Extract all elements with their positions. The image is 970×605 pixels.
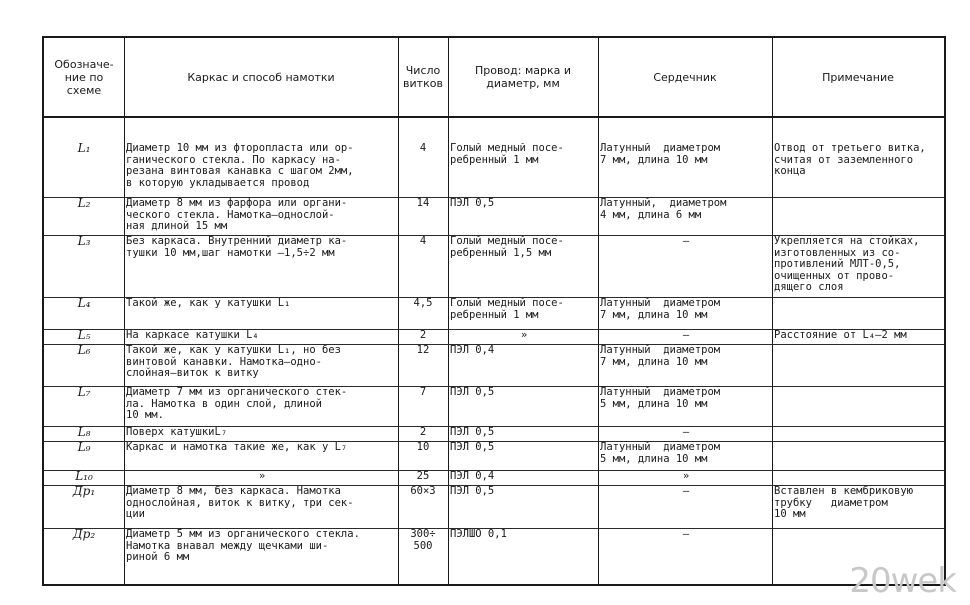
row-divider bbox=[44, 470, 944, 471]
cell-wire: » bbox=[520, 330, 528, 341]
cell-turns: 7 bbox=[419, 387, 427, 398]
coil-data-table bbox=[42, 36, 946, 586]
cell-wire: Голый медный посе- ребренный 1,5 мм bbox=[450, 236, 564, 259]
cell-note bbox=[774, 442, 944, 469]
cell-note bbox=[774, 198, 944, 234]
cell-wire: ПЭЛ 0,5 bbox=[450, 387, 495, 398]
column-divider bbox=[448, 38, 449, 584]
header-turns bbox=[398, 38, 448, 118]
row-divider bbox=[44, 485, 944, 486]
header-wire-label: Провод: марка и диаметр, мм bbox=[474, 64, 572, 90]
cell-frame: Диаметр 10 мм из фторопласта или ор- ганического стекла. По каркасу на- резана винтовая канавка с шагом 2мм, в которую укладывается провод bbox=[126, 143, 354, 189]
cell-core: Латунный диаметром 7 мм, длина 10 мм bbox=[600, 298, 721, 321]
header-core-label: Сердечник bbox=[653, 70, 717, 84]
cell-turns: 4 bbox=[419, 143, 427, 154]
cell-turns: 2 bbox=[419, 427, 427, 438]
cell-core: Латунный диаметром 5 мм, длина 10 мм bbox=[600, 442, 721, 465]
cell-turns: 2 bbox=[419, 330, 427, 341]
cell-core: — bbox=[682, 529, 690, 540]
cell-frame: На каркасе катушки L₄ bbox=[126, 330, 259, 341]
row-divider bbox=[44, 344, 944, 345]
cell-note bbox=[774, 471, 944, 484]
cell-des: L₉ bbox=[77, 442, 91, 454]
cell-frame: Каркас и намотка такие же, как у L₇ bbox=[126, 442, 348, 453]
header-wire bbox=[448, 38, 598, 118]
header-frame-label: Каркас и способ намотки bbox=[187, 70, 335, 84]
cell-des: L₁₀ bbox=[75, 471, 93, 483]
cell-wire: ПЭЛ 0,4 bbox=[450, 471, 495, 482]
column-divider bbox=[398, 38, 399, 584]
cell-turns: 4,5 bbox=[413, 298, 433, 309]
cell-des: L₆ bbox=[77, 345, 91, 357]
cell-note: Укрепляется на стойках, изготовленных из со- противлений МЛТ-0,5, очищенных от прово- дящего слоя bbox=[774, 236, 920, 293]
row-divider bbox=[44, 528, 944, 529]
cell-note bbox=[774, 345, 944, 385]
cell-wire: ПЭЛ 0,4 bbox=[450, 345, 495, 356]
cell-turns: 60×3 bbox=[410, 486, 436, 497]
cell-frame: Такой же, как у катушки L₁ bbox=[126, 298, 291, 309]
cell-wire: Голый медный посе- ребренный 1 мм bbox=[450, 298, 564, 321]
row-divider bbox=[44, 197, 944, 198]
cell-des: L₄ bbox=[77, 298, 91, 310]
cell-note: Расстояние от L₄—2 мм bbox=[774, 330, 907, 341]
column-divider bbox=[772, 38, 773, 584]
watermark: 20wek bbox=[849, 561, 956, 601]
cell-des: L₇ bbox=[77, 387, 91, 399]
header-note bbox=[772, 38, 944, 118]
cell-core: — bbox=[682, 427, 690, 438]
cell-core: — bbox=[682, 236, 690, 247]
cell-frame: Диаметр 8 мм, без каркаса. Намотка однослойная, виток к витку, три сек- ции bbox=[126, 486, 354, 520]
cell-wire: ПЭЛ 0,5 bbox=[450, 486, 495, 497]
row-divider bbox=[44, 426, 944, 427]
cell-frame: Поверх катушкиL₇ bbox=[126, 427, 228, 438]
header-designation-label: Обозначе- ние по схеме bbox=[54, 57, 114, 97]
column-divider bbox=[124, 38, 125, 584]
cell-core: Латунный диаметром 7 мм, длина 10 мм bbox=[600, 345, 721, 368]
cell-des: L₂ bbox=[77, 198, 91, 210]
cell-note bbox=[774, 298, 944, 328]
header-designation bbox=[44, 38, 124, 118]
cell-frame: Диаметр 7 мм из органического стек- ла. Намотка в один слой, длиной 10 мм. bbox=[126, 387, 348, 421]
cell-wire: ПЭЛШО 0,1 bbox=[450, 529, 507, 540]
row-divider bbox=[44, 235, 944, 236]
column-divider bbox=[598, 38, 599, 584]
cell-wire: Голый медный посе- ребренный 1 мм bbox=[450, 143, 564, 166]
cell-turns: 14 bbox=[416, 198, 430, 209]
cell-des: Др₁ bbox=[72, 486, 96, 498]
cell-core: » bbox=[682, 471, 690, 482]
cell-frame: Диаметр 8 мм из фарфора или органи- ческого стекла. Намотка—однослой- ная длиной 15 мм bbox=[126, 198, 348, 232]
cell-turns: 4 bbox=[419, 236, 427, 247]
cell-des: Др₂ bbox=[72, 529, 96, 541]
cell-note: Вставлен в кембриковую трубку диаметром 10 мм bbox=[774, 486, 914, 520]
cell-wire: ПЭЛ 0,5 bbox=[450, 427, 495, 438]
cell-des: L₈ bbox=[77, 427, 91, 439]
header-frame bbox=[124, 38, 398, 118]
header-note-label: Примечание bbox=[822, 70, 894, 84]
header-core bbox=[598, 38, 772, 118]
cell-des: L₃ bbox=[77, 236, 91, 248]
cell-des: L₅ bbox=[77, 330, 91, 342]
row-divider bbox=[44, 386, 944, 387]
cell-wire: ПЭЛ 0,5 bbox=[450, 198, 495, 209]
row-divider bbox=[44, 441, 944, 442]
cell-wire: ПЭЛ 0,5 bbox=[450, 442, 495, 453]
cell-core: Латунный, диаметром 4 мм, длина 6 мм bbox=[600, 198, 727, 221]
cell-turns: 25 bbox=[416, 471, 430, 482]
cell-core: — bbox=[682, 486, 690, 497]
cell-turns: 300÷ 500 bbox=[410, 529, 436, 552]
cell-frame: » bbox=[258, 471, 266, 482]
row-divider bbox=[44, 329, 944, 330]
cell-frame: Без каркаса. Внутренний диаметр ка- тушки 10 мм,шаг намотки —1,5÷2 мм bbox=[126, 236, 348, 259]
cell-core: — bbox=[682, 330, 690, 341]
cell-des: L₁ bbox=[77, 143, 91, 155]
cell-turns: 10 bbox=[416, 442, 430, 453]
cell-note bbox=[774, 387, 944, 425]
cell-note bbox=[774, 427, 944, 440]
row-divider bbox=[44, 297, 944, 298]
cell-turns: 12 bbox=[416, 345, 430, 356]
cell-frame: Диаметр 5 мм из органического стекла. Намотка внавал между щечками ши- риной 6 мм bbox=[126, 529, 360, 563]
cell-frame: Такой же, как у катушки L₁, но без винтовой канавки. Намотка—одно- слойная—виток к витку bbox=[126, 345, 341, 379]
cell-note: Отвод от третьего витка, считая от заземленного конца bbox=[774, 143, 926, 177]
cell-core: Латунный диаметром 7 мм, длина 10 мм bbox=[600, 143, 721, 166]
header-turns-label: Число витков bbox=[403, 64, 443, 90]
cell-core: Латунный диаметром 5 мм, длина 10 мм bbox=[600, 387, 721, 410]
